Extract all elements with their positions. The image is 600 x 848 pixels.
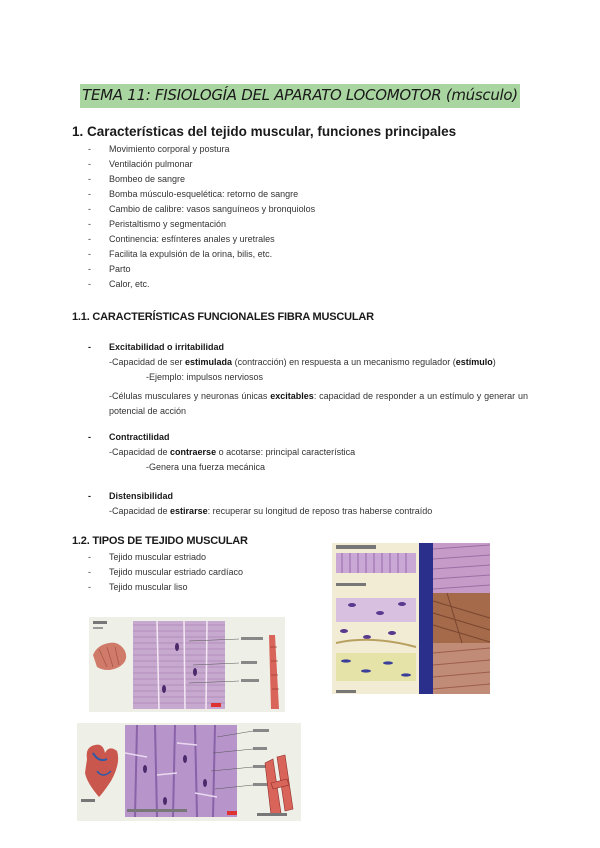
page-title: TEMA 11: FISIOLOGÍA DEL APARATO LOCOMOTOR (músculo): [82, 86, 518, 104]
list-item: - Movimiento corporal y postura: [88, 144, 230, 154]
section-1-1-heading: 1.1. CARACTERÍSTICAS FUNCIONALES FIBRA MUSCULAR: [72, 311, 374, 323]
skeletal-muscle-illustration: [89, 617, 285, 712]
excitabilidad-block: [88, 340, 528, 419]
list-item: - Facilita la expulsión de la orina, bilis, etc.: [88, 249, 273, 259]
muscle-tissue-comparison-image: [332, 543, 490, 694]
section-1-2-heading: 1.2. TIPOS DE TEJIDO MUSCULAR: [72, 535, 248, 547]
cardiac-muscle-illustration: [77, 723, 301, 821]
list-item: - Bomba músculo-esquelética: retorno de sangre: [88, 189, 299, 199]
list-item: - Tejido muscular liso: [88, 582, 188, 592]
excitabilidad-line-2: -Ejemplo: impulsos nerviosos: [146, 372, 264, 382]
list-item: - Calor, etc.: [88, 279, 150, 289]
distensibilidad-line-1: -Capacidad de estirarse: recuperar su longitud de reposo tras haberse contraído: [109, 506, 433, 516]
list-item: - Tejido muscular estriado: [88, 552, 207, 562]
contractilidad-line-1: -Capacidad de contraerse o acotarse: principal característica: [109, 447, 356, 457]
contractilidad-block: [88, 430, 528, 475]
list-item: - Continencia: esfínteres anales y uretrales: [88, 234, 275, 244]
contractilidad-line-2: -Genera una fuerza mecánica: [146, 462, 266, 472]
muscle-tissue-comparison-illustration: [332, 543, 490, 694]
excitabilidad-line-3: -Células musculares y neuronas únicas excitables: capacidad de responder a un estímulo y generar un potencial de acción: [109, 391, 529, 416]
excitabilidad-line-1: -Capacidad de ser estimulada (contracción) en respuesta a un mecanismo regulador (estímulo): [109, 357, 496, 367]
contractilidad-title: - Contractilidad: [88, 432, 170, 442]
list-item: - Peristaltismo y segmentación: [88, 219, 227, 229]
list-item: - Parto: [88, 264, 131, 274]
tissue-types-list: [88, 550, 243, 595]
distensibilidad-title: - Distensibilidad: [88, 491, 174, 501]
list-item: - Cambio de calibre: vasos sanguíneos y bronquiolos: [88, 204, 316, 214]
excitabilidad-title: - Excitabilidad o irritabilidad: [88, 342, 225, 352]
title-highlight: [80, 84, 520, 108]
skeletal-muscle-image: [89, 617, 285, 712]
functions-list: [88, 142, 315, 292]
list-item: - Tejido muscular estriado cardíaco: [88, 567, 244, 577]
section-1-heading: 1. Características del tejido muscular, funciones principales: [72, 124, 457, 139]
cardiac-muscle-image: [77, 723, 301, 821]
distensibilidad-block: [88, 489, 528, 519]
list-item: - Bombeo de sangre: [88, 174, 186, 184]
list-item: - Ventilación pulmonar: [88, 159, 193, 169]
